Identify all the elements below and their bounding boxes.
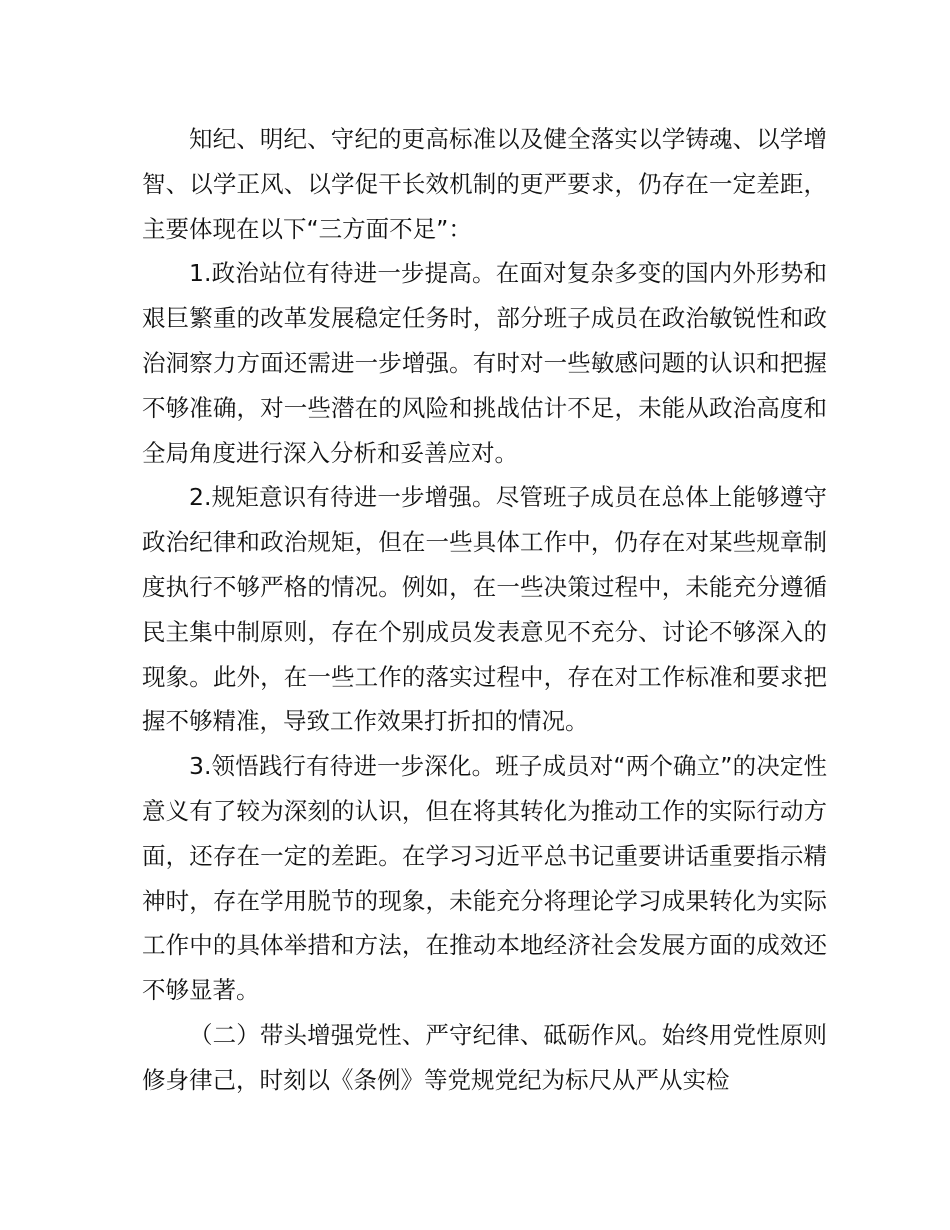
- paragraph-point-1: 1.政治站位有待进一步提高。在面对复杂多变的国内外形势和艰巨繁重的改革发展稳定任务时，部分班子成员在政治敏锐性和政治洞察力方面还需进一步增强。有时对一些敏感问题的认识和把握不够准确，对一些潜在的风险和挑战估计不足，未能从政治高度和全局角度进行深入分析和妥善应对。: [142, 259, 827, 467]
- paragraph-point-3: 3.领悟践行有待进一步深化。班子成员对“两个确立”的决定性意义有了较为深刻的认识，但在将其转化为推动工作的实际行动方面，还存在一定的差距。在学习习近平总书记重要讲话重要指示精神时，存在学用脱节的现象，未能充分将理论学习成果转化为实际工作中的具体举措和方法，在推动本地经济社会发展方面的成效还不够显著。: [142, 752, 827, 1005]
- paragraph-section-2: （二）带头增强党性、严守纪律、砥砺作风。始终用党性原则修身律己，时刻以《条例》等党规党纪为标尺从严从实检: [142, 1020, 827, 1094]
- paragraph-point-2: 2.规矩意识有待进一步增强。尽管班子成员在总体上能够遵守政治纪律和政治规矩，但在一些具体工作中，仍存在对某些规章制度执行不够严格的情况。例如，在一些决策过程中，未能充分遵循民主集中制原则，存在个别成员发表意见不充分、讨论不够深入的现象。此外，在一些工作的落实过程中，存在对工作标准和要求把握不够精准，导致工作效果打折扣的情况。: [142, 483, 827, 736]
- document-body: [142, 117, 827, 1103]
- paragraph-intro: 知纪、明纪、守纪的更高标准以及健全落实以学铸魂、以学增智、以学正风、以学促干长效机制的更严要求，仍存在一定差距，主要体现在以下“三方面不足”：: [142, 125, 827, 243]
